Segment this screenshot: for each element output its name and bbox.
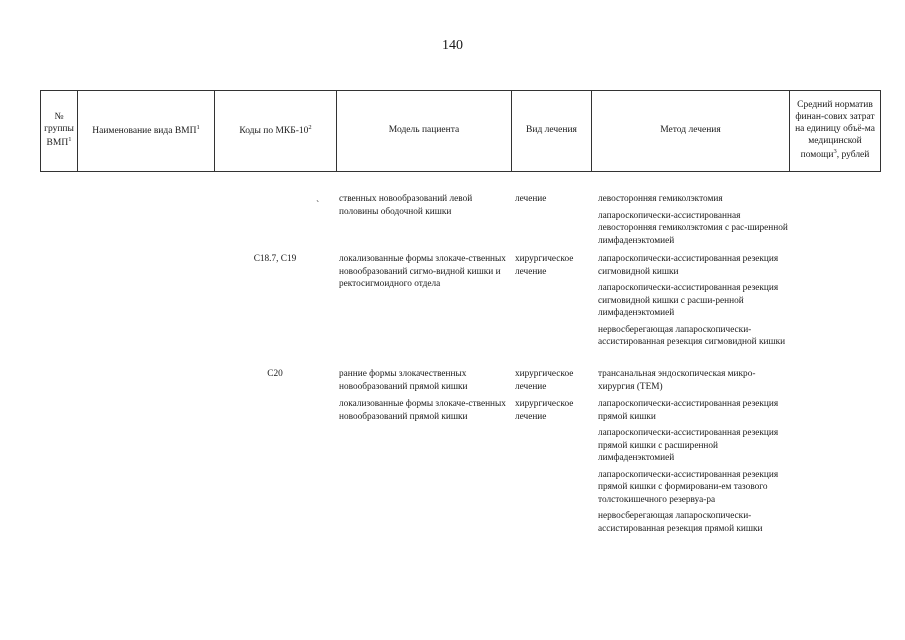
patient-model-cell: локализованные формы злокаче-ственных новообразований сигмо-видной кишки и ректосигмоидного отдела: [339, 254, 506, 289]
treatment-method-item: нервосберегающая лапароскопически-ассистированная резекция сигмовидной кишки: [598, 324, 786, 347]
treatment-method-item: лапароскопически-ассистированная левосторонняя гемиколэктомия с рас-ширенной лимфаденэктомией: [598, 210, 788, 246]
treatment-method-list: [598, 368, 788, 393]
patient-model-cell: локализованные формы злокаче-ственных новообразований прямой кишки: [339, 399, 506, 422]
treatment-method-list: [598, 193, 788, 247]
header-avg-cost: Средний норматив финан-сових затрат на единицу объё-ма медицинской помощи$^3$, рублей: [790, 91, 881, 172]
stray-mark: `: [316, 200, 320, 211]
header-group-no: № группы ВМП$^1$: [41, 91, 78, 172]
treatment-type-cell: хирургическое лечение: [515, 254, 574, 277]
icd-code-cell: C18.7, C19: [253, 254, 297, 264]
page-number: 140: [442, 38, 463, 53]
header-icd-codes: Коды по МКБ-$10^2$: [215, 91, 337, 172]
treatment-method-item: нервосберегающая лапароскопически-ассистированная резекция прямой кишки: [598, 511, 763, 534]
treatment-method-item: левосторонняя гемиколэктомия: [598, 194, 723, 204]
header-treatment-method: Метод лечения: [592, 91, 790, 172]
icd-code-cell: C20: [267, 369, 283, 379]
patient-model-cell: ственных новообразований левой половины ободочной кишки: [339, 194, 473, 217]
header-vmp-name: Наименование вида ВМП$^1$: [78, 91, 215, 172]
patient-model-cell: ранние формы злокачественных новообразований прямой кишки: [339, 369, 468, 392]
treatment-method-item: лапароскопически-ассистированная резекция прямой кишки: [598, 399, 779, 422]
header-treatment-type: Вид лечения: [512, 91, 592, 172]
treatment-method-item: лапароскопически-ассистированная резекция сигмовидной кишки: [598, 254, 779, 277]
treatment-method-list: [598, 398, 788, 535]
treatment-method-item: лапароскопически-ассистированная резекция прямой кишки с формировани-ем тазового толстокишечного резервуа-ра: [598, 469, 779, 505]
table-header: [40, 90, 881, 172]
treatment-type-cell: лечение: [515, 194, 547, 204]
header-patient-model: Модель пациента: [337, 91, 512, 172]
treatment-method-list: [598, 253, 788, 349]
treatment-method-item: лапароскопически-ассистированная резекция прямой кишки с расширенной лимфаденэктомией: [598, 428, 779, 463]
treatment-method-item: трансанальная эндоскопическая микро-хирургия (ТЕМ): [598, 369, 756, 392]
treatment-method-item: лапароскопически-ассистированная резекция сигмовидной кишки с расши-ренной лимфаденэктомией: [598, 283, 779, 318]
treatment-type-cell: хирургическое лечение: [515, 369, 574, 392]
treatment-type-cell: хирургическое лечение: [515, 399, 574, 422]
